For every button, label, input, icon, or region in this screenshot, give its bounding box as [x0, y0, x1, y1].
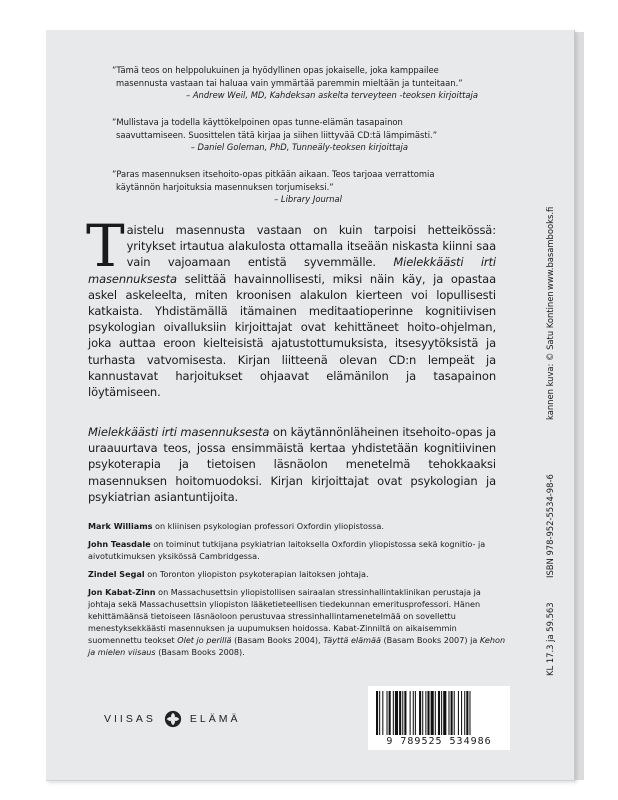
barcode-bar [438, 691, 440, 735]
logo-word-left: VIISAS [104, 713, 156, 725]
description-text: on käytännönläheinen itsehoito-opas ja uraauurtava teos, jossa ensimmäistä kertaa yhdistetään kognitiivinen psykoterapia ja tietoisen läsnäolon menetelmä tehokkaaksi masennuksen hoitomuodoksi. Kirjan kirjoittajat ovat psykologian ja psykiatrian asiantuntijoita. [88, 425, 496, 504]
author-bio-kabat-zinn [88, 586, 508, 658]
quote-line: masennusta vastaan tai haluaa vain ymmärtää paremmin mieltään ja tunteitaan.” [116, 77, 463, 88]
book-title: Täyttä elämää [323, 635, 381, 645]
author-text: (Basam Books 2007) ja [383, 635, 478, 645]
quote-library-journal [112, 168, 492, 206]
quote-goleman [112, 116, 492, 154]
barcode-bar [402, 691, 403, 735]
description-text: selittää havainnollisesti, miksi näin käy, ja opastaa askel askeleelta, miten kroonisen alakulon kierteen voi lopullisesti katkaista. Yhdistämällä itämainen meditaatioperinne kognitiivisen psykologian oivalluksiin kirjoittajat ovat kehittäneet hoito-ohjelman, joka auttaa eroon kielteisistä ajatustottumuksista, itsesyytöksistä ja turhasta vatvomisesta. Kirjan liitteenä olevan CD:n lempeät ja kannustavat harjoitukset ohjaavat elämänilon ja tasapainon löytämiseen. [88, 271, 496, 400]
drop-cap: T [86, 212, 125, 280]
description-paragraph-1 [86, 212, 496, 400]
barcode-bar [404, 691, 406, 735]
quote-source: – Andrew Weil, MD, Kahdeksan askelta terveyteen -teoksen kirjoittaja [185, 90, 478, 100]
author-bio-teasdale [88, 538, 508, 562]
barcode-bar [415, 691, 416, 735]
isbn-barcode [368, 686, 510, 750]
barcode-number: 9 789525 534986 [386, 736, 492, 747]
barcode-bar [461, 691, 462, 735]
author-text: (Basam Books 2008). [158, 647, 245, 657]
barcode-bar [376, 691, 378, 735]
barcode-bar [422, 691, 423, 735]
barcode-bar [389, 691, 391, 735]
book-title: Olet jo perillä [177, 635, 232, 645]
quote-weil [112, 64, 492, 102]
barcode-bar [413, 691, 414, 735]
barcode-bar [379, 691, 380, 735]
barcode-bar [427, 691, 429, 735]
barcode-bar [451, 691, 453, 735]
quote-line: ”Paras masennuksen itsehoito-opas pitkään aikaan. Teos tarjoaa verrattomia [112, 169, 435, 179]
book-title: Kehon ja mielen viisaus [88, 635, 506, 657]
website: www.basambooks.fi [545, 206, 555, 290]
quote-line: ”Tämä teos on helppolukuinen ja hyödyllinen opas jokaiselle, joka kamppailee [112, 65, 439, 75]
author-name: Mark Williams [88, 521, 153, 531]
barcode-bar [387, 691, 388, 735]
barcode-bar [395, 691, 398, 735]
cover-credit: kannen kuva: © Satu Kontinen [545, 291, 555, 420]
book-title: Mielekkäästi irti masennuksesta [88, 425, 270, 439]
page-edge [574, 32, 584, 780]
author-text: on Massachusettsin yliopistollisen sairaalan stressinhallintaklinikan perustaja ja johtaja sekä Massachusettsin yliopiston lääketieteellisen tiedekunnan emeritusprofessori. Hänen kehittämäänsä tietoiseen läsnäoloon perustuvaa stressinhallintamenetelmää on sovellettu menestyksekkäästi masennuksen ja uupumuksen hoidossa. Kabat-Zinniltä on aikaisemmin suomennettu teokset [88, 587, 481, 645]
barcode-bar [469, 691, 470, 735]
quote-source: – Daniel Goleman, PhD, Tunneäly-teoksen kirjoittaja [190, 142, 408, 152]
publisher-emblem-icon [164, 710, 182, 728]
barcode-bar [435, 691, 436, 735]
author-text: on kliinisen psykologian professori Oxfordin yliopistossa. [155, 521, 384, 531]
barcode-bar [466, 691, 468, 735]
logo-word-right: ELÄMÄ [189, 713, 241, 725]
publisher-logo [104, 708, 240, 730]
barcode-bar [410, 691, 411, 735]
author-text: on Toronton yliopiston psykoterapian laitoksen johtaja. [147, 569, 369, 579]
barcode-bar [419, 691, 421, 735]
barcode-bar [441, 691, 442, 735]
barcode-bar [393, 691, 394, 735]
barcode-bar [448, 691, 449, 735]
author-name: Jon Kabat-Zinn [88, 587, 156, 597]
barcode-bar [454, 691, 455, 735]
barcode-bar [425, 691, 426, 735]
book-title: Mielekkäästi irti masennuksesta [88, 255, 496, 286]
barcode-bars [374, 691, 504, 735]
barcode-bar [464, 691, 465, 735]
isbn: ISBN 978-952-5534-98-6 [545, 474, 555, 578]
author-text: on toiminut tutkijana psykiatrian laitoksella Oxfordin yliopistossa sekä kognitio- ja aivotutkimuksen yksikössä Cambridgessa. [88, 539, 486, 561]
quote-line: ”Mullistava ja todella käyttökelpoinen opas tunne-elämän tasapainon [112, 117, 403, 127]
barcode-bar [443, 691, 446, 735]
author-bio-segal [88, 568, 508, 580]
quote-source: – Library Journal [274, 194, 342, 204]
barcode-bar [458, 691, 459, 735]
barcode-bar [382, 691, 383, 735]
description-paragraph-2 [88, 424, 496, 505]
library-classification: KL 17.3 ja 59.563 [545, 602, 555, 676]
description-text: aistelu masennusta vastaan on kuin tarpoisi hetteikössä: yritykset irtautua alakulosta ottamalla itseään niskasta kiinni saa vain vajoamaan entistä syvemmälle. [126, 223, 496, 270]
barcode-bar [431, 691, 434, 735]
author-bio-williams [88, 520, 508, 532]
author-name: Zindel Segal [88, 569, 145, 579]
barcode-bar [399, 691, 401, 735]
quote-line: käytännön harjoituksia masennuksen torjumiseksi.” [116, 181, 334, 192]
author-name: John Teasdale [88, 539, 151, 549]
quote-line: saavuttamiseen. Suosittelen tätä kirjaa ja siihen liittyvää CD:tä lämpimästi.” [116, 129, 438, 140]
author-text: (Basam Books 2004), [234, 635, 321, 645]
